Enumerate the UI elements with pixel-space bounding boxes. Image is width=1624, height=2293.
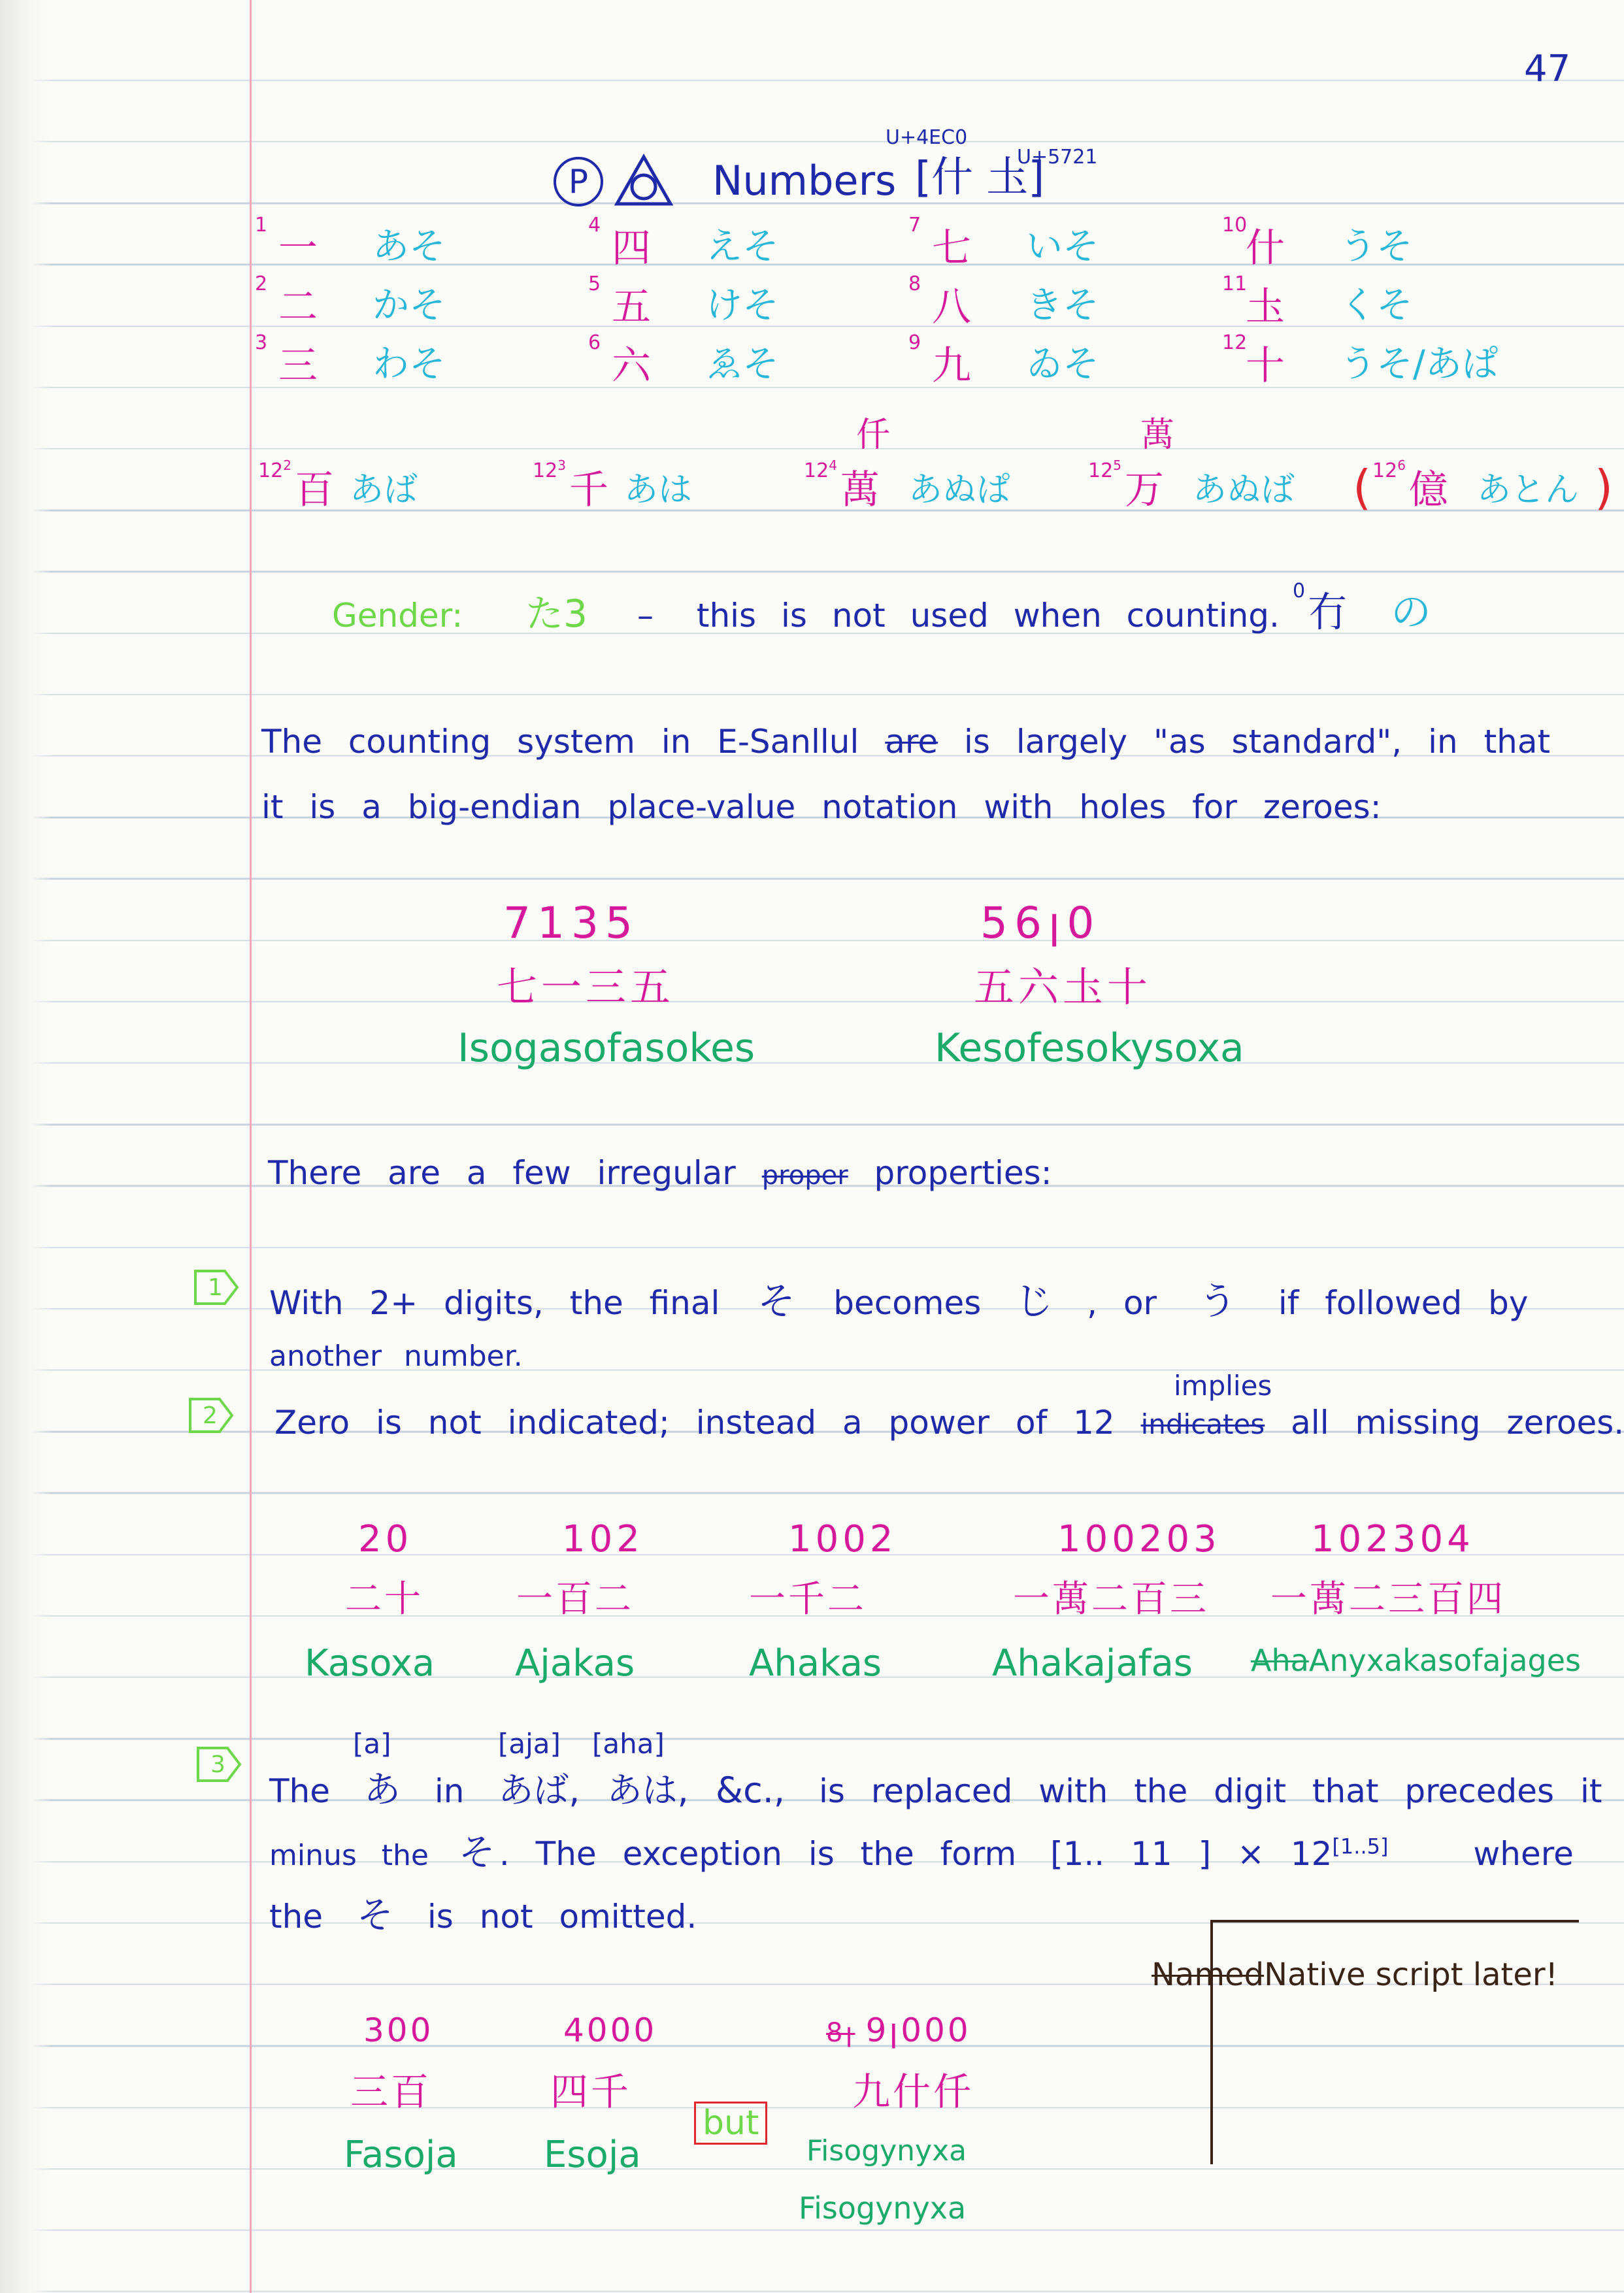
digit-number: 6 [588, 331, 601, 354]
digit-number: 11 [1222, 272, 1248, 295]
digit-kana: いそ [1026, 225, 1099, 268]
example-word-corrected: Fisogynyxa [799, 2190, 967, 2226]
power-base: 12 [1372, 459, 1398, 482]
example-kanji: 一百二 [516, 1578, 634, 1621]
rule-2-line: Zero is not indicated; instead a power of 12 indicates all missing zeroes. [274, 1404, 1624, 1442]
paren-close: ) [1595, 460, 1614, 515]
digit-kana: あそ [373, 225, 446, 268]
rule-3-line-3: the そ is not omitted. [269, 1894, 697, 1937]
power-kanji: 萬 [840, 467, 880, 513]
digit-number: 5 [588, 272, 601, 295]
intro-line-1: The counting system in E-Sanllul are is largely "as standard", in that [261, 723, 1551, 761]
digit-kanji: 一 [278, 225, 318, 271]
paren-open: ( [1353, 460, 1372, 515]
page-number: 47 [1524, 48, 1571, 90]
example-word-text: Ajakas [515, 1642, 635, 1685]
digit-kana: きそ [1026, 284, 1099, 327]
digit-number: 9 [908, 331, 921, 354]
digit-number: 7 [908, 214, 921, 237]
page-binding-shadow [0, 0, 52, 2293]
example-kanji: 五六圡十 [974, 963, 1152, 1011]
example-word: Esoja [544, 2134, 641, 2176]
digit-number: 12 [1222, 331, 1248, 354]
power-base: 12 [258, 459, 284, 482]
example-kanji: 三百 [350, 2070, 432, 2114]
digit-number: 2 [255, 272, 268, 295]
power-kanji: 百 [295, 467, 334, 513]
power-exponent: 5 [1113, 457, 1121, 473]
digit-kana: ゐそ [1026, 343, 1099, 386]
digit-kanji: 四 [612, 225, 651, 271]
digit-kanji: 八 [932, 284, 971, 330]
example-digits: 100203 [1057, 1518, 1221, 1560]
example-digits [363, 2011, 434, 2049]
example-digits [563, 2011, 657, 2049]
digit-number: 8 [908, 272, 921, 295]
power-base: 12 [533, 459, 558, 482]
example-word-text: Ahakajafas [992, 1642, 1193, 1685]
digit-kanji: 十 [1246, 343, 1285, 389]
rule-3-line-2: minus the そ . The exception is the form [1.. 11 ] × 12[1..5] where [269, 1832, 1574, 1874]
gender-line [332, 591, 1280, 636]
rule-3-gloss-aha: [aha] [592, 1728, 665, 1760]
but-label: but [694, 2102, 767, 2145]
example-word-text: Anyxakasofajages [1308, 1643, 1582, 1678]
page-title: Numbers [712, 157, 897, 205]
power-kanji: 億 [1409, 467, 1448, 513]
power-kana: あは [624, 470, 693, 510]
digit-kanji: 二 [278, 284, 318, 330]
rule-1-line-1: With 2+ digits, the final そ becomes じ , or う if followed by [269, 1279, 1529, 1323]
digit-kanji: 五 [612, 284, 651, 330]
power-label [804, 459, 837, 481]
digit-kana: かそ [373, 284, 446, 327]
example-word-strike: Aha [1251, 1643, 1309, 1678]
example-kanji: 一千二 [749, 1578, 867, 1621]
codepoint-label-1: U+4EC0 [886, 126, 968, 149]
digit-kana: けそ [706, 284, 779, 327]
digit-kanji: 什 [1246, 225, 1285, 271]
gender-note: this is not used when counting. [696, 597, 1280, 635]
power-base: 12 [1088, 459, 1114, 482]
rule-3-gloss-aja: [aja] [498, 1728, 561, 1760]
power-kana: あば [350, 470, 418, 510]
power-kana: あとん [1477, 470, 1580, 510]
example-word [749, 1642, 882, 1685]
example-word-text: Kasoxa [305, 1642, 435, 1685]
digit-kana: うそ [1340, 225, 1413, 268]
gender-form: た3 [525, 591, 588, 636]
digit-kanji: 圡 [1246, 284, 1285, 330]
power-exponent: 6 [1397, 457, 1406, 473]
rule-3-number: 3 [210, 1751, 225, 1778]
digit-kanji: 三 [278, 343, 318, 389]
power-alt-kanji: 萬 [1140, 416, 1175, 455]
rule-2-insert: implies [1174, 1370, 1272, 1402]
digit-kana: くそ [1340, 284, 1413, 327]
power-exponent: 4 [829, 457, 837, 473]
example-kanji: 四千 [550, 2070, 632, 2114]
power-label [1088, 459, 1121, 481]
example-digits: 7135 [503, 898, 639, 948]
example-word [992, 1642, 1193, 1685]
digit-number: 3 [255, 331, 268, 354]
example-word: Fisogynyxa [806, 2134, 967, 2168]
digit-number: 4 [588, 214, 601, 237]
digit-number: 1 [255, 214, 268, 237]
codepoint-label-2: U+5721 [1017, 146, 1098, 169]
example-digits: 102304 [1311, 1518, 1474, 1560]
example-digits-text: 9ꞁ000 [865, 2011, 971, 2049]
gender-label: Gender: [332, 597, 463, 635]
title-bracket-chars: [什 圡] [915, 154, 1045, 202]
example-word [515, 1642, 635, 1685]
example-digits: 56ꞁ0 [980, 898, 1101, 948]
example-word [305, 1642, 435, 1685]
zero-kanji: 冇 [1307, 588, 1348, 636]
example-digits-text: 300 [363, 2011, 434, 2049]
power-kanji: 千 [569, 467, 608, 513]
example-kanji: 七一三五 [497, 963, 675, 1011]
zero-kana: の [1391, 588, 1432, 636]
digit-kana: ゑそ [706, 343, 779, 386]
power-kanji: 万 [1125, 467, 1164, 513]
digit-kana: わそ [373, 343, 446, 386]
digit-kana: えそ [706, 225, 779, 268]
power-label [533, 459, 566, 481]
digit-number: 10 [1222, 214, 1248, 237]
example-kanji: 一萬二百三 [1013, 1578, 1209, 1621]
example-digits: 20 [358, 1518, 413, 1560]
example-kanji: 九什仟 [852, 2070, 974, 2114]
irregular-heading: There are a few irregular proper properties: [268, 1154, 1052, 1192]
note-text: NamedNative script later! [1152, 1956, 1558, 1993]
example-word: Fasoja [344, 2134, 458, 2176]
example-digits-strike: 8ꞁ [826, 2018, 855, 2048]
digit-kanji: 七 [932, 225, 971, 271]
example-word: Kesofesokysoxa [935, 1025, 1244, 1071]
intro-line-2: it is a big-endian place-value notation with holes for zeroes: [261, 788, 1382, 826]
p-circle-icon: P [554, 157, 603, 206]
power-alt-kanji: 仟 [856, 416, 891, 455]
example-kanji: 一萬二三百四 [1270, 1578, 1506, 1621]
digit-kanji: 六 [612, 343, 651, 389]
power-label [258, 459, 291, 481]
rule-3-gloss-a: [a] [353, 1728, 391, 1760]
power-exponent: 3 [557, 457, 566, 473]
power-label [1372, 459, 1406, 481]
power-base: 12 [804, 459, 829, 482]
digit-kanji: 九 [932, 343, 971, 389]
power-kana: あぬぱ [908, 470, 1011, 510]
example-digits-text: 4000 [563, 2011, 657, 2049]
zero-superscript: 0 [1293, 580, 1306, 602]
digit-kana: うそ/あぱ [1340, 343, 1499, 386]
example-digits: 1002 [788, 1518, 897, 1560]
example-word: Isogasofasokes [457, 1025, 755, 1071]
example-word-text: Ahakas [749, 1642, 882, 1685]
example-kanji: 二十 [345, 1578, 423, 1621]
rule-1-line-2: another number. [269, 1340, 523, 1373]
power-kana: あぬば [1193, 470, 1295, 510]
triangle-circle-icon [614, 154, 673, 206]
rule-1-number: 1 [208, 1274, 223, 1301]
rule-2-number: 2 [203, 1402, 218, 1429]
gender-dash: – [637, 597, 654, 635]
margin-line [250, 0, 252, 2293]
power-exponent: 2 [283, 457, 291, 473]
example-digits: 102 [562, 1518, 644, 1560]
example-digits [826, 2011, 971, 2049]
rule-3-line-1: The あ in あば, あは, &c., is replaced with the digit that precedes it [269, 1769, 1602, 1811]
example-word [1251, 1643, 1582, 1678]
